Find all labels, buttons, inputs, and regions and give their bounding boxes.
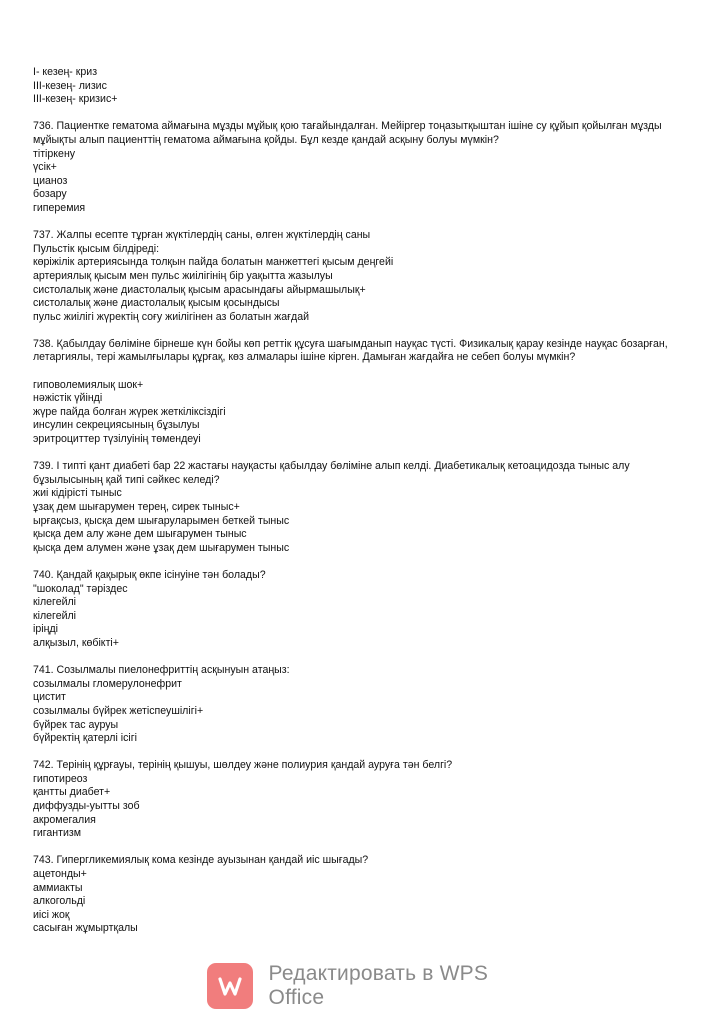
answer-option: іріңді: [33, 623, 58, 636]
question-740: [33, 569, 693, 651]
answer-option: алқызыл, көбікті+: [33, 636, 119, 649]
answer-option: ацетонды+: [33, 868, 87, 881]
answer-option: цистит: [33, 691, 66, 704]
wps-w-icon: [215, 971, 245, 1001]
answer-option: пульс жиілігі жүректің соғу жиілігінен аз болатын жағдай: [33, 310, 310, 323]
intro-line: III-кезең- кризис+: [33, 93, 118, 106]
answer-option: ұзақ дем шығарумен терең, сирек тыныс+: [33, 501, 240, 513]
question-text: 737. Жалпы есепте тұрған жүктілердің саны, өлген жүктілердің саны: [33, 229, 371, 242]
answer-option: ырғақсыз, қысқа дем шығаруларымен беткей тыныс: [33, 514, 290, 527]
question-text: 740. Қандай қақырық өкпе ісінуіне тән болады?: [33, 568, 266, 581]
question-737: [33, 229, 693, 324]
answer-option: кілегейлі: [33, 596, 77, 609]
blank-line: [33, 365, 693, 379]
answer-option: цианоз: [33, 174, 68, 187]
answer-option: гиперемия: [33, 201, 86, 214]
edit-in-wps-button[interactable]: [207, 962, 547, 1010]
intro-line: III-кезең- лизис: [33, 79, 107, 92]
answer-option: Пульстік қысым білдіреді:: [33, 242, 160, 255]
intro-line: I- кезең- криз: [33, 66, 98, 78]
question-text: 741. Созылмалы пиелонефриттің асқынуын атаңыз:: [33, 664, 290, 677]
answer-option: иісі жоқ: [33, 908, 70, 921]
answer-option: жүре пайда болған жүрек жеткіліксіздігі: [33, 405, 226, 418]
question-743: [33, 854, 693, 936]
answer-option: тітіркену: [33, 147, 76, 160]
answer-option: инсулин секрециясының бұзылуы: [33, 419, 200, 432]
answer-option: "шоколад" тәріздес: [33, 582, 128, 595]
edit-in-wps-label: Редактировать в WPS Office: [268, 962, 489, 1009]
question-741: [33, 664, 693, 746]
question-742: [33, 759, 693, 841]
question-text: 738. Қабылдау бөліміне бірнеше күн бойы көп реттік құсуға шағымданып науқас түсті. Физикалық қарау кезінде науқас бозарған, летаргиялы, тері жамылғылары құрғақ, көз алмалары ішіне кірген. Дамыған жағдайға не себеп болуы мүмкін?: [33, 337, 668, 364]
answer-option: қысқа дем алу және дем шығарумен тыныс: [33, 528, 247, 541]
answer-option: созылмалы бүйрек жетіспеушілігі+: [33, 704, 204, 717]
answer-option: нәжістік үйінді: [33, 392, 103, 405]
question-738: [33, 338, 693, 447]
answer-option: алкогольді: [33, 895, 86, 908]
answer-option: аммиакты: [33, 881, 83, 894]
answer-option: қысқа дем алумен және ұзақ дем шығарумен тыныс: [33, 541, 290, 554]
question-text: 736. Пациентке гематома аймағына мұзды мұйық қою тағайындалған. Мейіргер тоңазытқыштан ішіне су құйып қойылған мұзды мұйықты алып пациенттің гематома аймағына қойды. Бұл кезде қандай асқыну болуы мүмкін?: [33, 120, 662, 146]
answer-option: сасыған жұмыртқалы: [33, 922, 138, 935]
question-736: [33, 120, 693, 215]
question-text: 742. Терінің құрғауы, терінің қышуы, шөлдеу және полиурия қандай ауруға тән белгі?: [33, 759, 453, 772]
answer-option: жиі кідірісті тыныс: [33, 487, 122, 500]
answer-option: үсік+: [33, 161, 57, 174]
answer-option: систолалық және диастолалық қысым арасындағы айырмашылық+: [33, 283, 366, 296]
question-text: 739. I типті қант диабеті бар 22 жастағы науқасты қабылдау бөліміне алып келді. Диабетикалық кетоацидозда тыныс алу бұзылысының қай типі сәйкес келеді?: [33, 460, 630, 486]
answer-option: акромегалия: [33, 813, 96, 826]
answer-option: бозару: [33, 188, 67, 201]
answer-option: бүйрек тас ауруы: [33, 718, 119, 731]
answer-option: гигантизм: [33, 827, 82, 840]
question-text: 743. Гипергликемиялық кома кезінде ауызынан қандай иіс шығады?: [33, 854, 369, 867]
answer-option: артериялық қысым мен пульс жиілігінің бір уақытта жазылуы: [33, 269, 333, 282]
answer-option: эритроциттер түзілуінің төмендеуі: [33, 433, 201, 446]
answer-option: көріжілік артериясында толқын пайда болатын манжеттегі қысым деңгейі: [33, 256, 394, 269]
answer-option: созылмалы гломерулонефрит: [33, 677, 182, 690]
answer-option: диффузды-уытты зоб: [33, 800, 140, 813]
document-content: [33, 66, 693, 950]
answer-option: қантты диабет+: [33, 786, 111, 799]
question-739: [33, 460, 693, 555]
answer-option: кілегейлі: [33, 609, 77, 622]
intro-block: [33, 66, 693, 107]
answer-option: гипотиреоз: [33, 772, 88, 785]
wps-logo: [207, 963, 253, 1009]
answer-option: бүйректің қатерлі ісігі: [33, 732, 137, 745]
answer-option: гиповолемиялық шок+: [33, 378, 144, 391]
answer-option: систолалық және диастолалық қысым қосындысы: [33, 297, 280, 310]
